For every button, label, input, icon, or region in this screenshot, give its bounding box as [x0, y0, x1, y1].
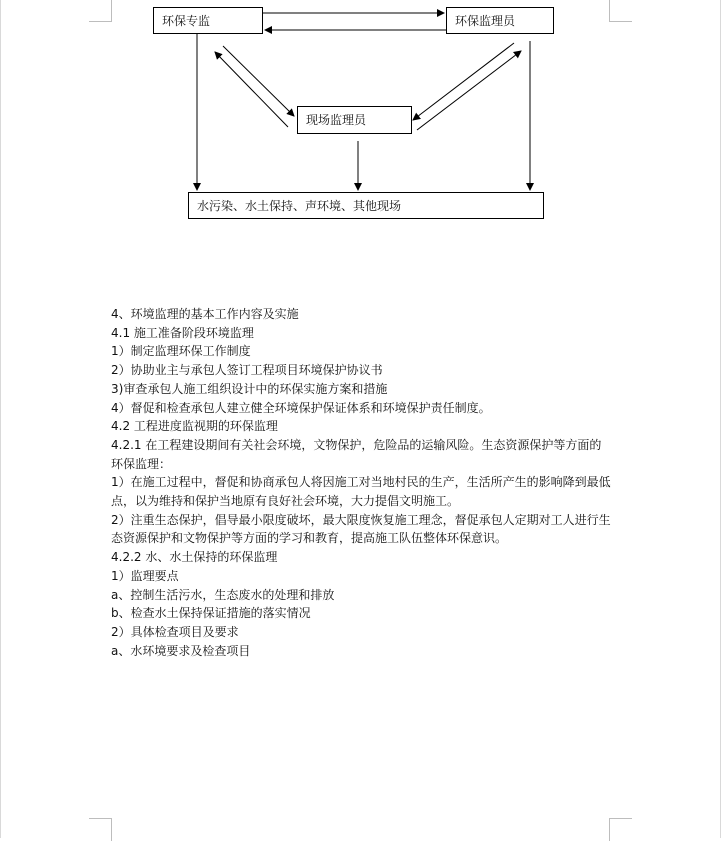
list-item: 2）注重生态保护，倡导最小限度破坏，最大限度恢复施工理念，督促承包人定期对工人进行生态资源保护和文物保护等方面的学习和教育，提高施工队伍整体环保意识。 — [111, 512, 611, 546]
list-item: a、控制生活污水，生态废水的处理和排放 — [111, 587, 335, 602]
list-item: 3)审查承包人施工组织设计中的环保实施方案和措施 — [111, 381, 388, 396]
node-site-supervisor — [297, 106, 412, 134]
list-item: a、水环境要求及检查项目 — [111, 643, 251, 658]
list-item: b、检查水土保持保证措施的落实情况 — [111, 606, 311, 621]
node-field-areas — [188, 192, 544, 219]
list-item: 2）具体检查项目及要求 — [111, 624, 239, 639]
section-heading-4-1: 4.1 施工准备阶段环境监理 — [111, 325, 254, 340]
list-item: 2）协助业主与承包人签订工程项目环境保护协议书 — [111, 363, 383, 378]
list-item: 4）督促和检查承包人建立健全环境保护保证体系和环境保护责任制度。 — [111, 400, 491, 415]
section-heading-4-2-2: 4.2.2 水、水土保持的环保监理 — [111, 550, 278, 565]
section-heading-4: 4、环境监理的基本工作内容及实施 — [111, 307, 299, 321]
list-item: 1）制定监理环保工作制度 — [111, 344, 251, 359]
arrow-specialist-to-site — [223, 46, 294, 116]
arrow-site-to-supervisor — [417, 51, 521, 130]
document-body — [111, 305, 611, 660]
node-env-specialist — [153, 7, 263, 34]
node-field-areas-label: 水污染、水土保持、声环境、其他现场 — [197, 198, 402, 213]
paragraph-4-2-1: 4.2.1 在工程建设期间有关社会环境，文物保护，危险品的运输风险。生态资源保护等方面的环保监理： — [111, 437, 602, 471]
page-corner-mark-top-left — [89, 0, 112, 22]
arrow-site-to-specialist — [215, 52, 288, 127]
list-item: 1）在施工过程中，督促和协商承包人将因施工对当地村民的生产，生活所产生的影响降到最低点，以为维持和保护当地原有良好社会环境，大力提倡文明施工。 — [111, 475, 611, 509]
list-item: 1）监理要点 — [111, 568, 179, 583]
section-heading-4-2: 4.2 工程进度监视期的环保监理 — [111, 419, 278, 434]
page-corner-mark-top-right — [609, 0, 632, 22]
node-env-supervisor-label: 环保监理员 — [455, 13, 516, 28]
node-env-supervisor — [446, 7, 554, 34]
node-env-specialist-label: 环保专监 — [162, 13, 211, 28]
node-site-supervisor-label: 现场监理员 — [306, 113, 367, 127]
arrow-supervisor-to-site — [413, 43, 514, 120]
